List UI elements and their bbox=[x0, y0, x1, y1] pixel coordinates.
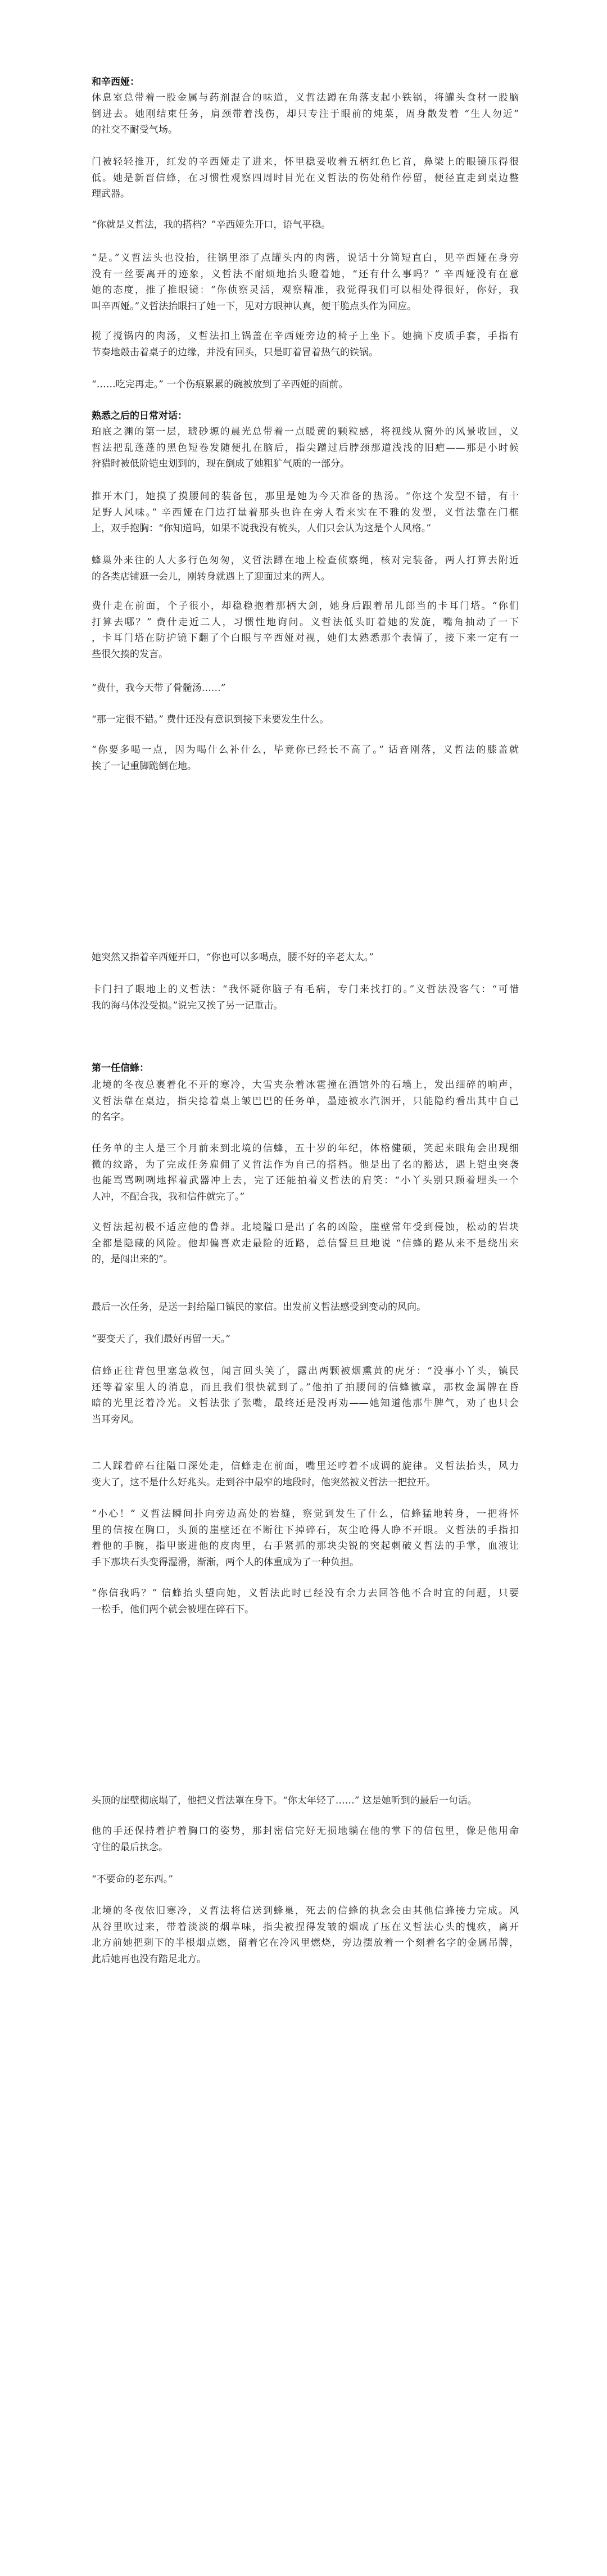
paragraph-line: 上，双手抱胸：“你知道吗，如果不说我没有梳头，人们只会认为这是个人风格。” bbox=[92, 523, 431, 535]
paragraph-line: “不要命的老东西。” bbox=[92, 1874, 173, 1885]
paragraph-line: 她的态度，推了推眼镜：“你侦察灵活，观察精准，我觉得我们可以相处得很好，你好，我 bbox=[92, 284, 519, 296]
paragraph bbox=[92, 1363, 519, 1428]
paragraph bbox=[92, 377, 519, 393]
paragraph bbox=[92, 680, 519, 697]
paragraph-line: 当耳旁风。 bbox=[92, 1414, 139, 1426]
paragraph-line: 的各类店铺逛一会儿，刚转身就遇上了迎面过来的两人。 bbox=[92, 571, 330, 582]
paragraph-line: 足野人风味。” 辛西娅在门边打量着那头也许在旁人看来实在不雅的发型，义哲法靠在门框 bbox=[92, 507, 519, 518]
paragraph-line: 北方前她把剩下的半根烟点燃，留着它在冷风里燃烧，旁边摆放着一个刻着名字的金属吊牌， bbox=[92, 1937, 519, 1949]
paragraph bbox=[92, 489, 519, 537]
paragraph-line: 信蜂正往背包里塞急救包，闻言回头笑了，露出两颗被烟熏黄的虎牙：“没事小丫头，镇民 bbox=[92, 1366, 519, 1377]
paragraph-line: 哲法把乱蓬蓬的黑色短卷发随便扎在脑后，指尖蹭过后脖颈那道浅浅的旧疤——那是小时候 bbox=[92, 442, 519, 454]
paragraph bbox=[92, 1872, 519, 1888]
paragraph-line: ，卡耳门塔在防护镜下翻了个白眼与辛西娅对视，她们太熟悉那个表情了，接下来一定有一 bbox=[92, 632, 519, 644]
paragraph-line: 理武器。 bbox=[92, 188, 130, 200]
paragraph-line: 挨了一记重脚跪倒在地。 bbox=[92, 760, 197, 772]
paragraph-line: 北境的冬夜依旧寒冷，义哲法将信送到蜂巢，死去的信蜂的执念会由其他信蜂接力完成。风 bbox=[92, 1905, 519, 1917]
paragraph-line: “费什，我今天带了骨髓汤……” bbox=[92, 683, 226, 694]
paragraph bbox=[92, 154, 519, 202]
paragraph bbox=[92, 1585, 519, 1617]
paragraph-line: 推开木门，她摸了摸腰间的装备包，那里是她为今天准备的热汤。“你这个发型不错，有十 bbox=[92, 491, 519, 502]
paragraph-line: 还等着家里人的消息，而且我们很快就到了。”他拍了拍腰间的信蜂徽章，那枚金属牌在昏 bbox=[92, 1381, 519, 1393]
paragraph-line: “是。”义哲法头也没抬，往锅里添了点罐头内的肉酱，说话十分简短直白，见辛西娅在身旁 bbox=[92, 252, 519, 264]
paragraph bbox=[92, 424, 519, 472]
paragraph-line: 她突然又指着辛西娅开口，“你也可以多喝点，腰不好的辛老太太。” bbox=[92, 952, 374, 963]
section-heading: 和辛西娅： bbox=[92, 76, 139, 88]
paragraph-line: 叫辛西娅。”义哲法抬眼扫了她一下，见对方眼神认真，便干脆点头作为回应。 bbox=[92, 301, 417, 313]
paragraph-line: 也能骂骂咧咧地挥着武器冲上去，完了还能拍着义哲法的肩笑：“小丫头别只顾着埋头一个 bbox=[92, 1175, 519, 1187]
paragraph-line: 狩猎时被低阶铠虫划到的，现在倒成了她粗犷气质的一部分。 bbox=[92, 458, 350, 470]
paragraph bbox=[92, 1903, 519, 1968]
paragraph-line: “你信我吗？” 信蜂抬头望向她，义哲法此时已经没有余力去回答他不合时宜的问题，只要 bbox=[92, 1588, 519, 1599]
paragraph bbox=[92, 328, 519, 360]
paragraph-line: 着他的手腕，指甲嵌进他的皮肉里，右手紧抓的那块尖锐的突起刺破义哲法的手掌，血液让 bbox=[92, 1540, 519, 1552]
section-heading: 熟悉之后的日常对话： bbox=[92, 410, 187, 422]
paragraph-line: “那一定很不错。” 费什还没有意识到接下来要发生什么。 bbox=[92, 714, 329, 725]
paragraph-line: 最后一次任务，是送一封给隘口镇民的家信。出发前义哲法感受到变动的风向。 bbox=[92, 1301, 426, 1313]
paragraph bbox=[92, 950, 519, 966]
paragraph-line: 变大了，这不是什么好兆头。走到谷中最窄的地段时，他突然被义哲法一把拉开。 bbox=[92, 1476, 436, 1488]
paragraph-line: 微的纹路，为了完成任务雇佣了义哲法作为自己的搭档。他是出了名的豁达，遇上铠虫突袭 bbox=[92, 1159, 519, 1171]
paragraph-line: “你就是义哲法，我的搭档？”辛西娅先开口，语气平稳。 bbox=[92, 219, 331, 231]
section-heading: 第一任信蜂： bbox=[92, 1063, 149, 1074]
paragraph-line: 此后她再也没有踏足北方。 bbox=[92, 1954, 206, 1965]
paragraph-line: 珀底之渊的第一层，琥砂塬的晨光总带着一点暖黄的颗粒感，将视线从窗外的风景收回，义 bbox=[92, 426, 519, 437]
paragraph-line: 的社交不耐受气场。 bbox=[92, 124, 178, 136]
paragraph-line: 一松手，他们两个就会被埋在碎石下。 bbox=[92, 1603, 254, 1615]
paragraph-line: 我的海马体没受损。”说完又挨了另一记重击。 bbox=[92, 1000, 283, 1011]
paragraph-line: 人冲，不配合我，我和信件就完了。” bbox=[92, 1191, 245, 1203]
paragraph-line: 头顶的崖壁彻底塌了，他把义哲法罩在身下。“你太年轻了……” 这是她听到的最后一句话。 bbox=[92, 1795, 477, 1806]
paragraph-line: 义哲法靠在桌边，指尖捻着桌上皱巴巴的任务单，墨迹被水汽洇开，只能隐约看出其中自己 bbox=[92, 1095, 519, 1107]
paragraph-line: 他的手还保持着护着胸口的姿势，那封密信完好无损地躺在他的掌下的信包里，像是他用命 bbox=[92, 1825, 519, 1837]
paragraph bbox=[92, 1219, 519, 1268]
paragraph-line: 的名字。 bbox=[92, 1111, 130, 1123]
paragraph-line: 打算去哪？” 费什走近二人，习惯性地询问。义哲法低头盯着她的发旋，嘴角抽动了一下 bbox=[92, 616, 519, 628]
paragraph-line: 搅了搅锅内的肉汤，义哲法扣上锅盖在辛西娅旁边的椅子上坐下。她摘下皮质手套，手指有 bbox=[92, 331, 519, 342]
paragraph bbox=[92, 1331, 519, 1348]
paragraph-line: 休息室总带着一股金属与药剂混合的味道，义哲法蹲在角落支起小铁锅，将罐头食材一股脑 bbox=[92, 92, 519, 103]
paragraph-line: 任务单的主人是三个月前来到北境的信蜂，五十岁的年纪，体格健硕，笑起来眼角会出现细 bbox=[92, 1143, 519, 1154]
paragraph-line: 从谷里吹过来，带着淡淡的烟草味，指尖被捏得发皱的烟成了压在义哲法心头的愧疚，离开 bbox=[92, 1921, 519, 1933]
paragraph-line: 倒进去。她刚结束任务，肩颈带着浅伤，却只专注于眼前的炖菜，周身散发着 “生人勿近” bbox=[92, 108, 519, 120]
paragraph bbox=[92, 598, 519, 663]
paragraph-line: 全都是隐藏的风险。他却偏喜欢走最险的近路，总信誓旦旦地说 “信蜂的路从来不是绕出来 bbox=[92, 1237, 519, 1249]
paragraph bbox=[92, 1793, 519, 1809]
paragraph bbox=[92, 1141, 519, 1205]
paragraph bbox=[92, 1506, 519, 1571]
paragraph bbox=[92, 742, 519, 774]
paragraph-line: 门被轻轻推开，红发的辛西娅走了进来，怀里稳妥收着五柄红色匕首，鼻梁上的眼镜压得很 bbox=[92, 156, 519, 168]
paragraph bbox=[92, 1458, 519, 1490]
paragraph-line: 没有一丝要离开的迹象，义哲法不耐烦地抬头瞪着她，“还有什么事吗？” 辛西娅没有在意 bbox=[92, 268, 519, 280]
paragraph-line: “……吃完再走。” 一个伤痕累累的碗被放到了辛西娅的面前。 bbox=[92, 379, 348, 390]
paragraph-line: 二人踩着碎石往隘口深处走，信蜂走在前面，嘴里还哼着不成调的旋律。义哲法抬头，风力 bbox=[92, 1461, 519, 1472]
paragraph-line: “小心！” 义哲法瞬间扑向旁边高处的岩缝，察觉到发生了什么，信蜂猛地转身，一把将怀 bbox=[92, 1508, 519, 1520]
paragraph-line: 节奏地敲击着桌子的边缘，并没有回头，只是盯着冒着热气的铁锅。 bbox=[92, 346, 378, 358]
paragraph bbox=[92, 217, 519, 233]
paragraph-line: 北境的冬夜总裹着化不开的寒冷，大雪夹杂着冰雹撞在酒馆外的石墙上，发出细碎的响声， bbox=[92, 1079, 519, 1091]
paragraph-line: 里的信按在胸口，头顶的崖壁还在不断往下掉碎石，灰尘呛得人睁不开眼。义哲法的手指扣 bbox=[92, 1524, 519, 1536]
paragraph bbox=[92, 1077, 519, 1126]
paragraph bbox=[92, 553, 519, 585]
paragraph-line: 手下那块石头变得湿滑，渐渐，两个人的体重成为了一种负担。 bbox=[92, 1557, 359, 1569]
paragraph bbox=[92, 1823, 519, 1855]
paragraph bbox=[92, 712, 519, 728]
paragraph-line: 卡门扫了眼地上的义哲法：“我怀疑你脑子有毛病，专门来找打的。”义哲法没客气：“可惜 bbox=[92, 984, 519, 995]
paragraph bbox=[92, 250, 519, 315]
paragraph-line: “要变天了，我们最好再留一天。” bbox=[92, 1334, 230, 1345]
paragraph-line: 的，是闯出来的”。 bbox=[92, 1254, 173, 1266]
paragraph-line: 暗的光里泛着冷光。义哲法张了张嘴，最终还是没再劝——她知道他那牛脾气，劝了也只会 bbox=[92, 1398, 519, 1409]
paragraph bbox=[92, 90, 519, 138]
paragraph-line: 低。她是新晋信蜂，在习惯性观察四周时目光在义哲法的伤处稍作停留，便径直走到桌边整 bbox=[92, 172, 519, 184]
paragraph-line: 义哲法起初极不适应他的鲁莽。北境隘口是出了名的凶险，崖壁常年受到侵蚀，松动的岩块 bbox=[92, 1222, 519, 1233]
paragraph-line: “你要多喝一点，因为喝什么补什么，毕竟你已经长不高了。” 话音刚落，义哲法的膝盖就 bbox=[92, 744, 519, 756]
paragraph-line: 些很欠揍的发言。 bbox=[92, 649, 168, 661]
paragraph bbox=[92, 1299, 519, 1316]
paragraph-line: 守住的最后执念。 bbox=[92, 1841, 168, 1853]
paragraph-line: 费什走在前面，个子很小，却稳稳抱着那柄大剑，她身后跟着吊儿郎当的卡耳门塔。“你们 bbox=[92, 600, 519, 612]
paragraph bbox=[92, 982, 519, 1014]
paragraph-line: 蜂巢外来往的人大多行色匆匆，义哲法蹲在地上检查侦察绳，核对完装备，两人打算去附近 bbox=[92, 555, 519, 566]
